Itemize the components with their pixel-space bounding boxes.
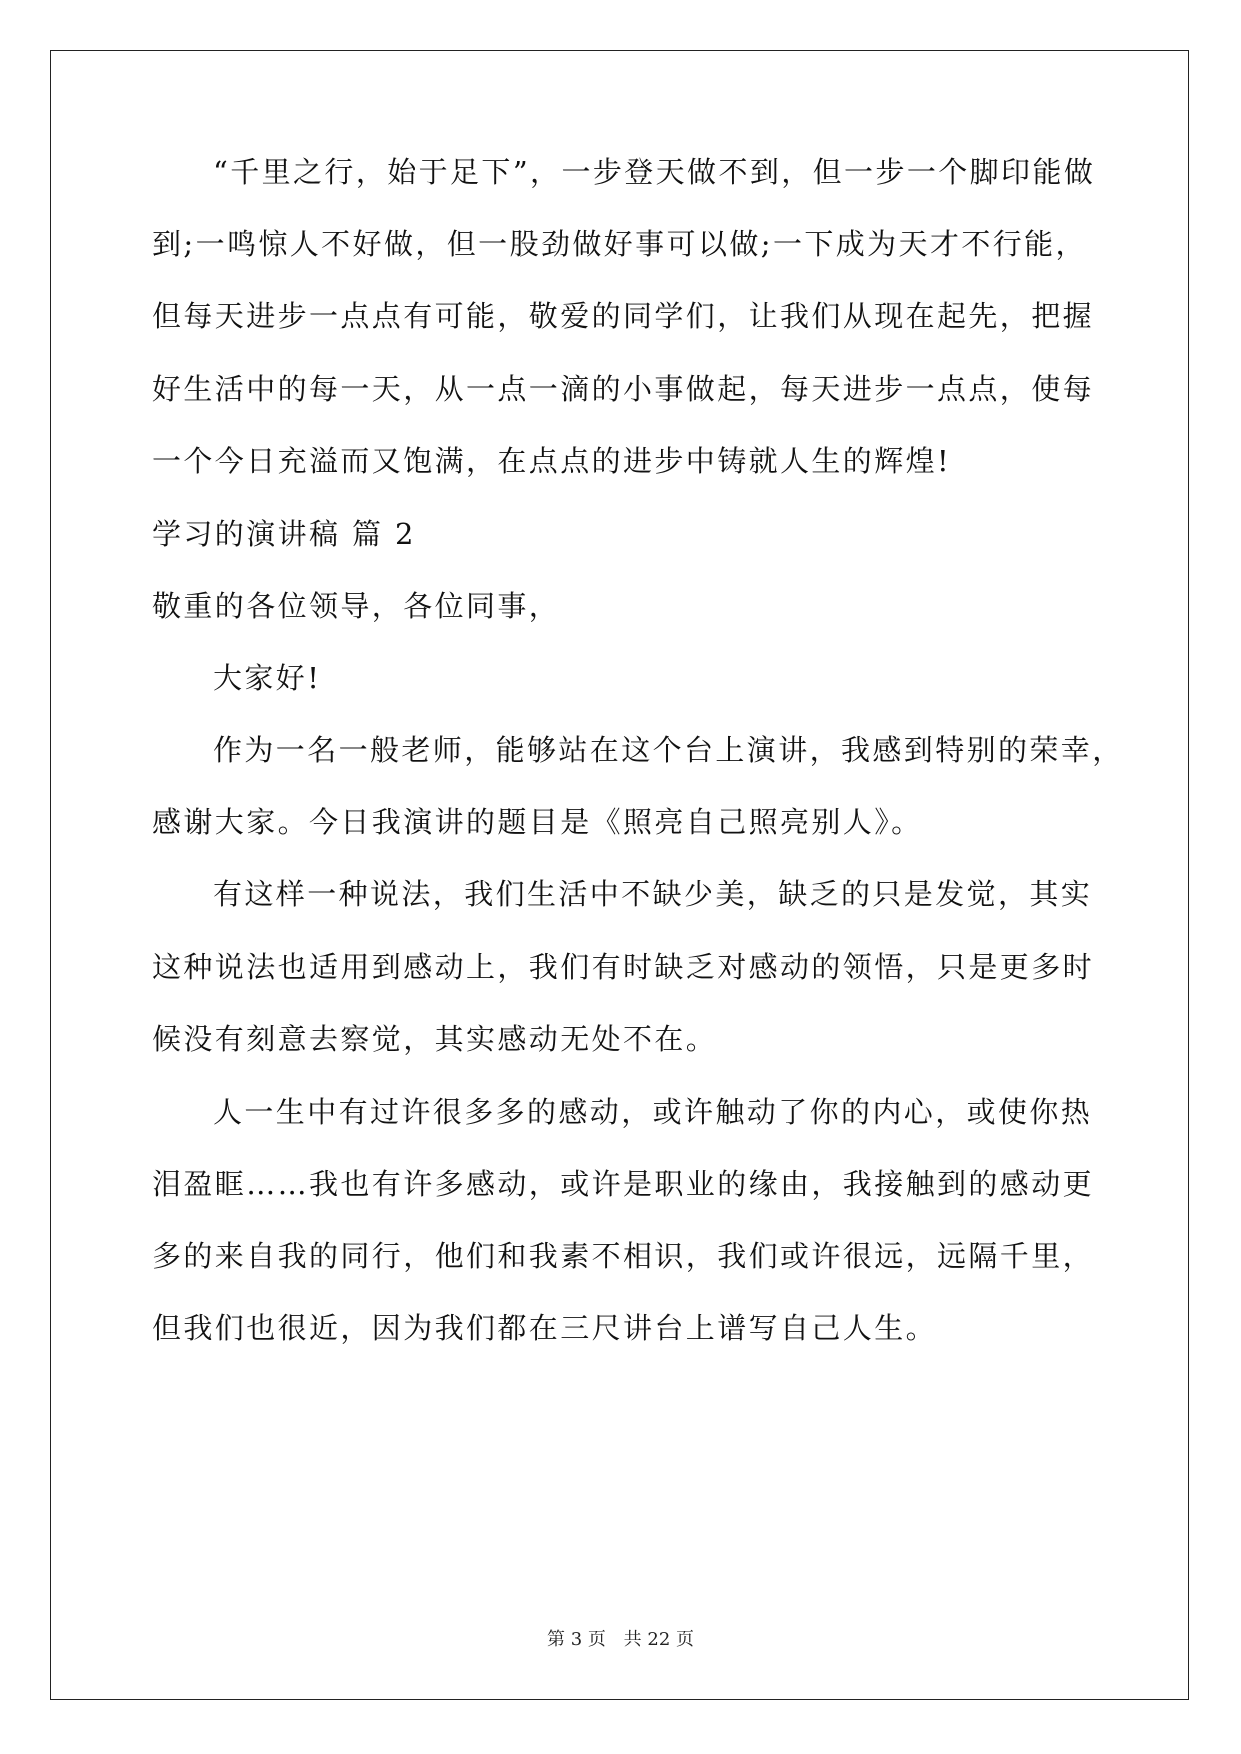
paragraph-line: 好生活中的每一天，从一点一滴的小事做起，每天进步一点点，使每	[152, 372, 1095, 406]
paragraph-line: 人一生中有过许很多多的感动，或许触动了你的内心，或使你热	[213, 1095, 1093, 1129]
page-number: 第 3 页	[547, 1629, 606, 1650]
paragraph-line: “千里之行，始于足下”，一步登天做不到，但一步一个脚印能做	[213, 155, 1096, 189]
greeting-line: 大家好!	[213, 661, 322, 695]
paragraph-line: 有这样一种说法，我们生活中不缺少美，缺乏的只是发觉，其实	[213, 877, 1093, 911]
salutation-line: 敬重的各位领导，各位同事，	[152, 589, 561, 623]
paragraph-line: 但每天进步一点点有可能，敬爱的同学们，让我们从现在起先，把握	[152, 299, 1095, 333]
paragraph-line: 多的来自我的同行，他们和我素不相识，我们或许很远，远隔千里，	[152, 1239, 1095, 1273]
page-footer	[0, 1628, 1241, 1652]
paragraph-line: 候没有刻意去察觉，其实感动无处不在。	[152, 1022, 718, 1056]
page-total: 共 22 页	[623, 1629, 694, 1650]
paragraph-line: 泪盈眶……我也有许多感动，或许是职业的缘由，我接触到的感动更	[152, 1167, 1095, 1201]
paragraph-line: 但我们也很近，因为我们都在三尺讲台上谱写自己人生。	[152, 1311, 938, 1345]
section-heading: 学习的演讲稿 篇 2	[152, 517, 416, 551]
paragraph-line: 一个今日充溢而又饱满，在点点的进步中铸就人生的辉煌!	[152, 444, 952, 478]
paragraph-line: 感谢大家。今日我演讲的题目是《照亮自己照亮别人》。	[152, 805, 923, 839]
paragraph-line: 这种说法也适用到感动上，我们有时缺乏对感动的领悟，只是更多时	[152, 950, 1095, 984]
paragraph-line: 到;一鸣惊人不好做，但一股劲做好事可以做;一下成为天才不行能，	[152, 227, 1087, 261]
paragraph-line: 作为一名一般老师，能够站在这个台上演讲，我感到特别的荣幸，	[213, 733, 1124, 767]
